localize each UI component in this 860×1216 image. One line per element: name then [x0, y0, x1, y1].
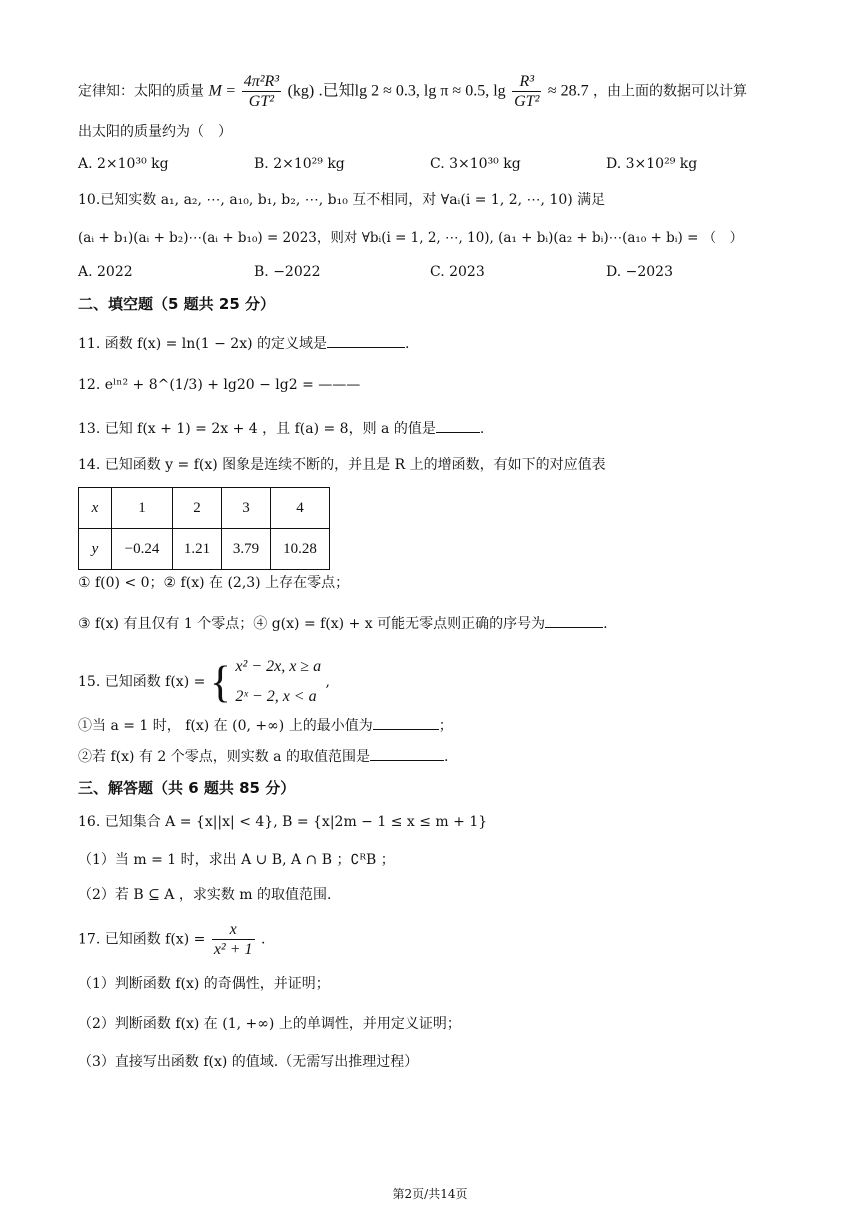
q17-fraction-num: x — [212, 920, 255, 940]
q15-cases — [235, 652, 321, 713]
q10-option-c: C. 2023 — [430, 264, 485, 280]
table-row — [79, 488, 330, 529]
q15-part2 — [78, 746, 448, 766]
q10-option-d: D. −2023 — [606, 264, 673, 280]
q17-part1: （1）判断函数 f(x) 的奇偶性，并证明； — [78, 976, 330, 992]
q17-part2: （2）判断函数 f(x) 在 (1, +∞) 上的单调性，并用定义证明； — [78, 1016, 461, 1032]
q9-fraction2-num: R³ — [512, 72, 541, 92]
q14-end: . — [603, 616, 608, 632]
table-cell: 1 — [112, 488, 173, 529]
q14-answer-blank[interactable] — [545, 613, 603, 628]
q17-prefix: 17. 已知函数 f(x) = — [78, 931, 206, 948]
q11 — [78, 333, 409, 353]
q15-prefix: 15. 已知函数 f(x) = — [78, 673, 206, 690]
q11-text: 11. 函数 f(x) = ln(1 − 2x) 的定义域是 — [78, 336, 328, 352]
q17-fraction — [212, 920, 255, 959]
q9-line1 — [78, 72, 747, 111]
q14-value-table — [78, 487, 330, 570]
q10-line2: (aᵢ + b₁)(aᵢ + b₂)⋯(aᵢ + b₁₀) = 2023，则对 ∀bᵢ(i = 1, 2, ⋯, 10), (a₁ + bᵢ)(a₂ + bᵢ)⋯(a₁₀ + bᵢ) = （ ） — [78, 230, 744, 246]
q15 — [78, 652, 330, 713]
piecewise-brace-icon: { — [209, 657, 231, 707]
q9-fraction-num: 4π²R³ — [242, 72, 281, 92]
q14-line-b: ③ f(x) 有且仅有 1 个零点；④ g(x) = f(x) + x 可能无零点则正确的序号为 — [78, 616, 546, 632]
q9-fraction2-den: GT² — [514, 93, 540, 111]
q15-case1: x² − 2x, x ≥ a — [235, 658, 322, 675]
q9-mid: .已知lg 2 ≈ 0.3, lg π ≈ 0.5, lg — [318, 82, 506, 100]
table-cell: y — [79, 529, 112, 570]
q13 — [78, 418, 484, 438]
q17-fraction-den: x² + 1 — [213, 941, 253, 959]
table-cell: 3 — [222, 488, 271, 529]
q15-line-a: ①当 a = 1 时， f(x) 在 (0, +∞) 上的最小值为 — [78, 718, 373, 734]
q9-prefix: 定律知：太阳的质量 — [78, 83, 204, 100]
section-fill-in-heading: 二、填空题（5 题共 25 分） — [78, 295, 275, 313]
q9-formula-m: M — [208, 82, 222, 100]
table-cell: 1.21 — [173, 529, 222, 570]
page-footer: 第2页/共14页 — [392, 1187, 468, 1201]
q15-answer-blank-1[interactable] — [373, 715, 439, 730]
q17-part3: （3）直接写出函数 f(x) 的值域.（无需写出推理过程） — [78, 1054, 419, 1070]
section-answer-heading: 三、解答题（共 6 题共 85 分） — [78, 779, 296, 797]
q14-text: 14. 已知函数 y = f(x) 图象是连续不断的，并且是 R 上的增函数，有如下的对应值表 — [78, 457, 606, 473]
table-cell: −0.24 — [112, 529, 173, 570]
table-cell: 3.79 — [222, 529, 271, 570]
q17 — [78, 920, 265, 959]
q9-fraction2 — [512, 72, 541, 111]
q15-answer-blank-2[interactable] — [370, 746, 444, 761]
q15-end-a: ； — [438, 718, 453, 734]
table-cell: 4 — [271, 488, 330, 529]
table-row — [79, 529, 330, 570]
q9-fraction-den: GT² — [248, 93, 275, 111]
q9-option-c: C. 3×10³⁰ kg — [430, 156, 521, 172]
q15-line-b: ②若 f(x) 有 2 个零点，则实数 a 的取值范围是 — [78, 749, 370, 765]
q14-statements-1-2: ① f(0) < 0；② f(x) 在 (2,3) 上存在零点； — [78, 575, 350, 591]
q11-end: . — [405, 336, 410, 352]
q12-text: 12. eˡⁿ² + 8^(1/3) + lg20 − lg2 = ——— — [78, 377, 361, 393]
q9-option-b: B. 2×10²⁹ kg — [254, 156, 345, 172]
q13-answer-blank[interactable] — [436, 418, 480, 433]
q9-unit: (kg) — [287, 82, 315, 100]
q9-option-d: D. 3×10²⁹ kg — [606, 156, 698, 172]
q9-line2: 出太阳的质量约为（ ） — [78, 124, 232, 140]
q15-case2: 2ˣ − 2, x < a — [235, 688, 317, 706]
q16-text: 16. 已知集合 A = {x||x| < 4}, B = {x|2m − 1 ≤ x ≤ m + 1} — [78, 814, 488, 830]
q9-option-a: A. 2×10³⁰ kg — [78, 156, 169, 172]
q10-option-a: A. 2022 — [78, 264, 133, 280]
q10-option-b: B. −2022 — [254, 264, 321, 280]
q9-approx: ≈ 28.7 — [547, 82, 589, 100]
q13-text: 13. 已知 f(x + 1) = 2x + 4 ，且 f(a) = 8，则 a 的值是 — [78, 421, 436, 437]
q9-suffix: ，由上面的数据可以计算 — [593, 83, 748, 100]
q9-fraction — [242, 72, 281, 111]
q11-answer-blank[interactable] — [327, 333, 405, 348]
q14-statements-3-4 — [78, 613, 608, 633]
table-cell: 2 — [173, 488, 222, 529]
q10-line1: 10.已知实数 a₁, a₂, ⋯, a₁₀, b₁, b₂, ⋯, b₁₀ 互不相同，对 ∀aᵢ(i = 1, 2, ⋯, 10) 满足 — [78, 192, 606, 208]
table-cell: x — [79, 488, 112, 529]
q15-end-b: . — [443, 749, 449, 765]
table-cell: 10.28 — [271, 529, 330, 570]
q9-formula-eq: = — [226, 82, 236, 100]
q16-part1: （1）当 m = 1 时，求出 A ∪ B, A ∩ B ；∁ᴿB ； — [78, 852, 395, 868]
q15-comma: , — [325, 673, 330, 690]
q17-end: . — [260, 931, 266, 948]
q16-part2: （2）若 B ⊆ A ，求实数 m 的取值范围. — [78, 887, 332, 903]
q15-part1 — [78, 715, 453, 735]
q13-end: . — [479, 421, 485, 437]
